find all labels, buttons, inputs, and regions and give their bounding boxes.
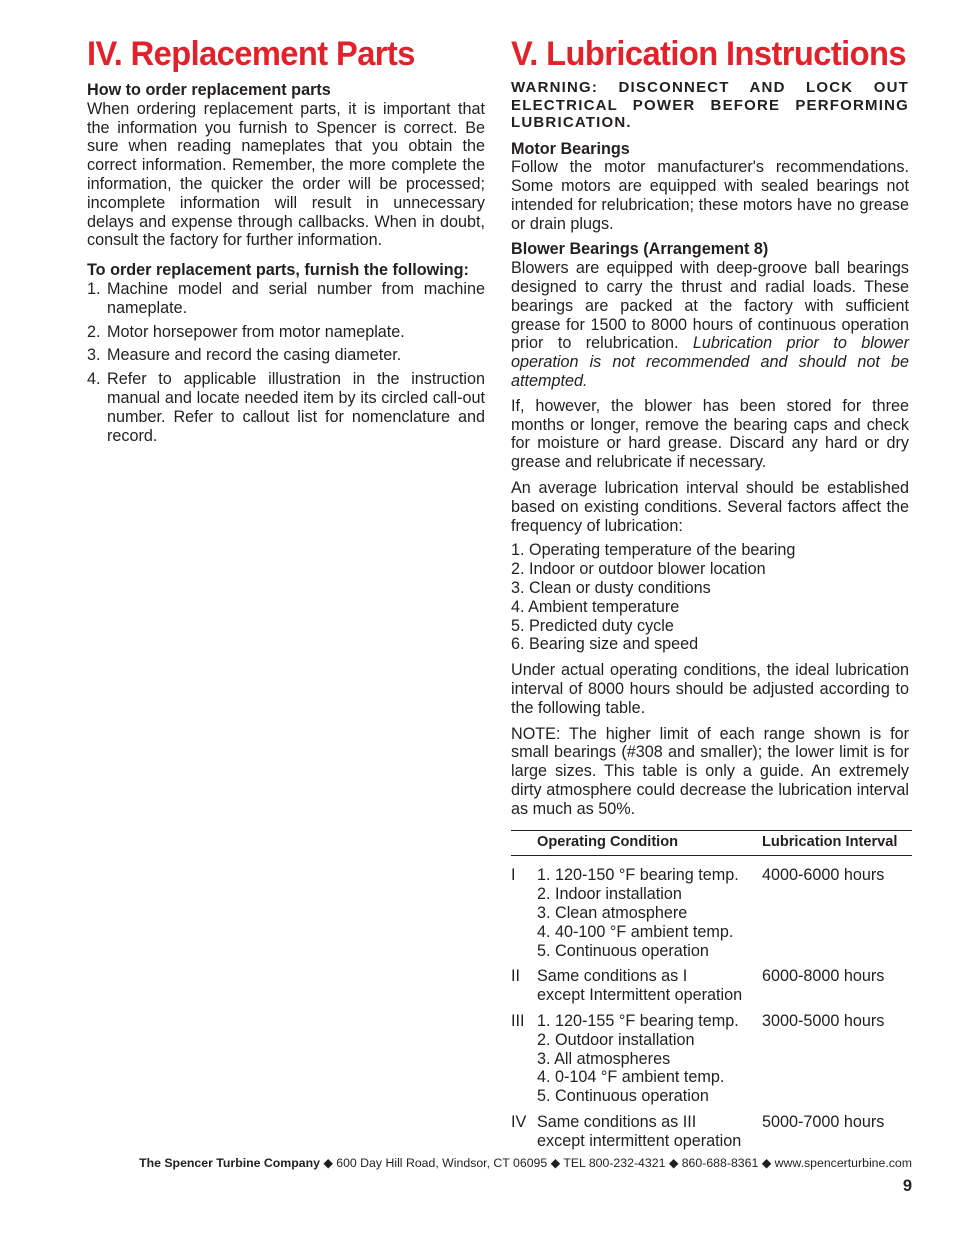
interval-cell: 5000-7000 hours (762, 1112, 885, 1131)
blower-bearings-heading: Blower Bearings (Arrangement 8) (511, 240, 769, 259)
list-item: 2. Indoor or outdoor blower location (511, 560, 766, 579)
list-item: 6. Bearing size and speed (511, 635, 699, 654)
list-item: 1. Operating temperature of the bearing (511, 541, 796, 560)
factors-list (511, 541, 909, 654)
lubrication-title: V. Lubrication Instructions (511, 35, 906, 73)
interval-cell: 3000-5000 hours (762, 1011, 885, 1030)
table-header-interval: Lubrication Interval (762, 830, 912, 856)
list-item: 4. Ambient temperature (511, 597, 680, 616)
page-number: 9 (902, 1177, 912, 1195)
how-to-order-heading: How to order replacement parts (87, 81, 331, 99)
diamond-icon: ◆ (550, 1156, 561, 1170)
list-item: 4. Refer to applicable illustration in the instruction manual and locate needed item by its circled call-out number. Refer to callout list for nomenclature and record. (87, 370, 485, 445)
blower-bearings-text: Blowers are equipped with deep-groove ball bearings designed to carry the thrust and radial loads. These bearings are packed at the factory with sufficient grease for 1500 to 8000 hours of continuous operation prior to relubrication. Lubrication prior to blower operation is not recommended and should not be attempted. (511, 259, 909, 391)
actual-conditions-text: Under actual operating conditions, the ideal lubrication interval of 8000 hours should be adjusted according to the following table. (511, 661, 909, 717)
stored-blower-text: If, however, the blower has been stored for three months or longer, remove the bearing caps and check for moisture or hard grease. Discard any hard or dry grease and relubricate if necessary. (511, 396, 909, 472)
diamond-icon: ◆ (668, 1156, 679, 1170)
footer-company: The Spencer Turbine Company (139, 1156, 320, 1170)
condition-cell: Same conditions as III except intermittent operation (537, 1112, 742, 1150)
table-row (511, 1005, 912, 1106)
motor-bearings-heading: Motor Bearings (511, 139, 630, 158)
footer-tel: TEL 800-232-4321 (563, 1156, 666, 1170)
list-item: 5. Predicted duty cycle (511, 616, 674, 635)
footer-website: www.spencerturbine.com (774, 1156, 912, 1170)
replacement-parts-body (87, 81, 485, 445)
condition-cell: Same conditions as I except Intermittent operation (537, 967, 743, 1005)
replacement-parts-title: IV. Replacement Parts (87, 35, 415, 73)
list-item: 2. Motor horsepower from motor nameplate. (87, 322, 405, 341)
table-header-condition: Operating Condition (537, 830, 762, 856)
footer-address: 600 Day Hill Road, Windsor, CT 06095 (336, 1156, 548, 1170)
list-item: 1. Machine model and serial number from machine nameplate. (87, 279, 485, 317)
list-item: 3. Clean or dusty conditions (511, 579, 711, 598)
list-item: 3. Measure and record the casing diameter. (87, 346, 402, 365)
table-header-row (511, 830, 912, 856)
range-label: III (511, 1011, 525, 1030)
table-header-range (511, 830, 537, 856)
note-text: NOTE: The higher limit of each range shown is for small bearings (#308 and smaller); the lower limit is for large sizes. This table is only a guide. An extremely dirty atmosphere could decrease the lubrication interval as much as 50%. (511, 724, 909, 818)
motor-bearings-text: Follow the motor manufacturer's recommendations. Some motors are equipped with sealed bearings not intended for relubrication; these motors have no grease or drain plugs. (511, 158, 909, 233)
table-row (511, 856, 912, 960)
how-to-order-text: When ordering replacement parts, it is important that the information you furnish to Spencer is correct. Be sure when reading nameplates that you obtain the correct information. Remember, the more complete the information, the quicker the order will be processed; incomplete information will result in unnecessary delays and expense through callbacks. When in doubt, consult the factory for further information. (87, 99, 485, 250)
range-label: I (511, 866, 516, 885)
furnish-heading: To order replacement parts, furnish the following: (87, 261, 469, 280)
furnish-list (87, 280, 485, 445)
condition-cell: 1. 120-155 °F bearing temp. 2. Outdoor installation 3. All atmospheres 4. 0-104 °F ambient temp. 5. Continuous operation (537, 1011, 739, 1106)
blower-warning-italic: Lubrication prior to blower operation is not recommended and should not be attempted. (511, 334, 909, 391)
table-row (511, 960, 912, 1005)
interval-intro-text: An average lubrication interval should be established based on existing conditions. Several factors affect the frequency of lubrication: (511, 479, 909, 535)
interval-cell: 6000-8000 hours (762, 967, 885, 986)
lubrication-body (511, 79, 909, 1151)
warning-text: WARNING: DISCONNECT AND LOCK OUT ELECTRICAL POWER BEFORE PERFORMING LUBRICATION. (511, 79, 909, 131)
range-label: IV (511, 1112, 527, 1131)
diamond-icon: ◆ (323, 1156, 333, 1170)
interval-cell: 4000-6000 hours (762, 866, 885, 885)
table-row (511, 1106, 912, 1151)
range-label: II (511, 967, 520, 986)
page-footer (83, 1155, 912, 1171)
footer-fax: 860-688-8361 (681, 1156, 759, 1170)
diamond-icon: ◆ (761, 1156, 772, 1170)
lubrication-table (511, 830, 912, 1151)
condition-cell: 1. 120-150 °F bearing temp. 2. Indoor installation 3. Clean atmosphere 4. 40-100 °F ambient temp. 5. Continuous operation (537, 866, 739, 960)
